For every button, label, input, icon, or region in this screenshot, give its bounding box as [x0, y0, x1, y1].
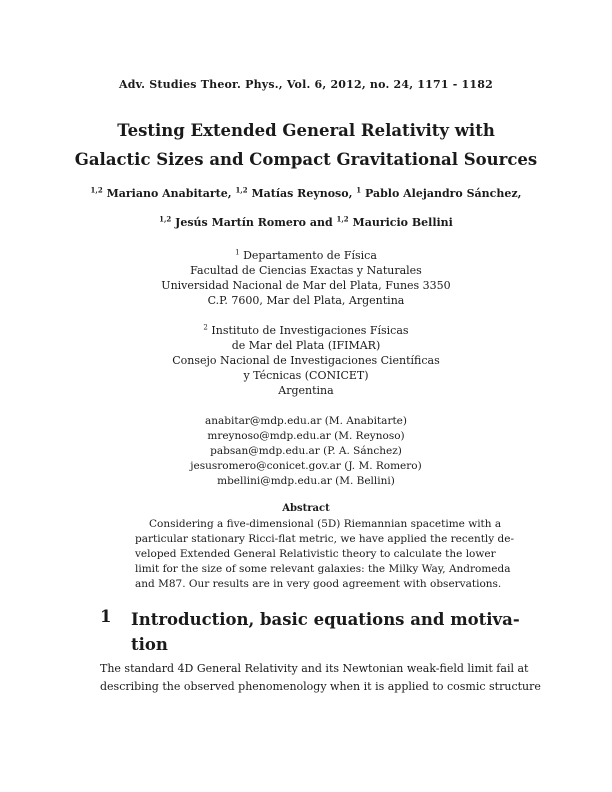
affiliation-line: Consejo Nacional de Investigaciones Científicas [172, 354, 440, 367]
author-name: Jesús Martín Romero and [175, 216, 333, 229]
author-affiliation-marker: 1 [356, 185, 362, 195]
author-affiliation-marker: 1,2 [235, 185, 248, 195]
body-line: describing the observed phenomenology when it is applied to cosmic structure [100, 680, 541, 693]
section-number: 1 [100, 607, 112, 626]
author-name: Pablo Alejandro Sánchez, [364, 187, 522, 200]
affiliation-line: y Técnicas (CONICET) [243, 369, 369, 382]
section-title [131, 607, 520, 657]
author-name: Mariano Anabitarte, [106, 187, 232, 200]
author-affiliation-marker: 1,2 [336, 214, 349, 224]
paper-title-line-1: Testing Extended General Relativity with [117, 121, 495, 140]
email-line[interactable]: jesusromero@conicet.gov.ar (J. M. Romero) [190, 460, 422, 472]
abstract-line: veloped Extended General Relativistic theory to calculate the lower [135, 548, 496, 560]
affiliation-line: Argentina [278, 384, 334, 397]
abstract-line: and M87. Our results are in very good agreement with observations. [135, 578, 502, 590]
section-title-line: Introduction, basic equations and motiva- [131, 610, 520, 629]
email-line[interactable]: mreynoso@mdp.edu.ar (M. Reynoso) [207, 430, 405, 442]
affiliation-line: Universidad Nacional de Mar del Plata, Funes 3350 [161, 279, 451, 292]
affiliation-line: Facultad de Ciencias Exactas y Naturales [190, 264, 422, 277]
body-line: The standard 4D General Relativity and its Newtonian weak-field limit fail at [100, 662, 529, 675]
author-affiliation-marker: 1,2 [159, 214, 172, 224]
body-paragraph [100, 660, 541, 696]
affiliation-line: $^1$ Departamento de Física [235, 248, 377, 262]
affiliation-line: $^2$ Instituto de Investigaciones Físicas [203, 323, 409, 337]
author-affiliation-marker: 1,2 [90, 185, 103, 195]
email-line[interactable]: mbellini@mdp.edu.ar (M. Bellini) [217, 475, 395, 487]
journal-header: Adv. Studies Theor. Phys., Vol. 6, 2012, no. 24, 1171 - 1182 [119, 78, 493, 91]
email-list [0, 414, 612, 489]
affiliation-marker: 1 [235, 248, 240, 257]
affiliation-marker: 2 [203, 323, 208, 332]
affiliation-line: de Mar del Plata (IFIMAR) [231, 339, 381, 352]
affiliation-2 [0, 323, 612, 398]
author-name: Matías Reynoso, [251, 187, 353, 200]
section-title-line: tion [131, 635, 168, 654]
authors-line-1 [0, 187, 612, 200]
paper-title-line-2: Galactic Sizes and Compact Gravitational Sources [74, 150, 538, 169]
abstract-line: Considering a five-dimensional (5D) Riemannian spacetime with a [149, 518, 502, 530]
email-line[interactable]: anabitar@mdp.edu.ar (M. Anabitarte) [205, 415, 407, 427]
abstract-body [135, 517, 515, 592]
abstract-line: particular stationary Ricci-flat metric, we have applied the recently de- [135, 533, 515, 545]
abstract-line: limit for the size of some relevant galaxies: the Milky Way, Andromeda [135, 563, 511, 575]
authors-line-2 [0, 216, 612, 229]
affiliation-1 [0, 248, 612, 308]
abstract-heading: Abstract [282, 503, 330, 514]
author-name: Mauricio Bellini [352, 216, 453, 229]
affiliation-line: C.P. 7600, Mar del Plata, Argentina [207, 294, 405, 307]
email-line[interactable]: pabsan@mdp.edu.ar (P. A. Sánchez) [210, 445, 402, 457]
